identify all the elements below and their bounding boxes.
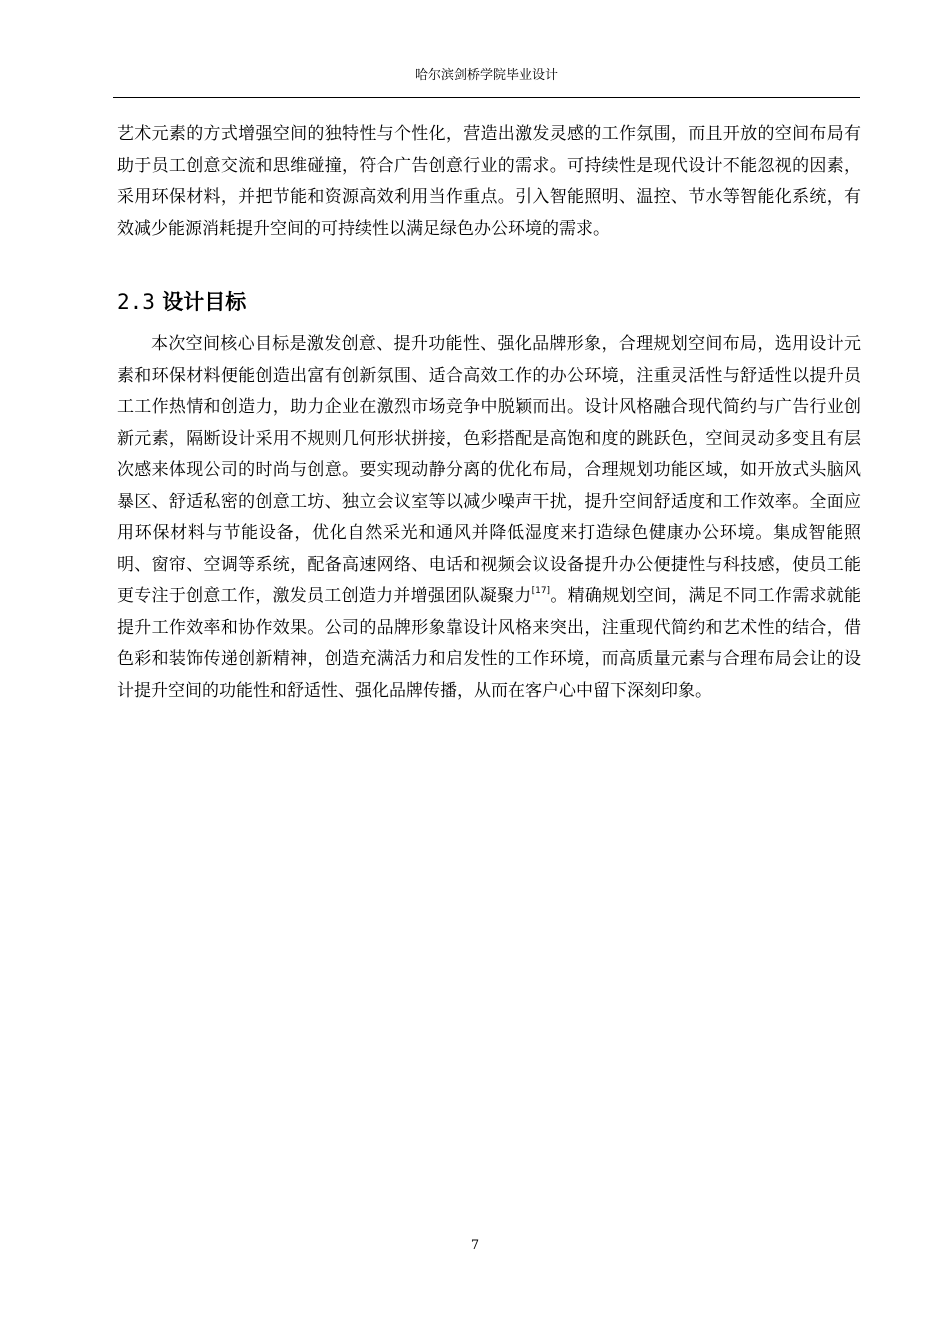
paragraph-text: 。精确规划空间，满足不同工作需求就能提升工作效率和协作效果。公司的品牌形象靠设计风格来突出，注重现代简约和艺术性的结合，借色彩和装饰传递创新精神，创造充满活力和启发性的工作环境，而高质量元素与合理布局会让的设计提升空间的功能性和舒适性、强化品牌传播，从而在客户心中留下深刻印象。 xyxy=(117,586,862,701)
section-title: 设计目标 xyxy=(162,290,247,314)
citation-reference: [17] xyxy=(531,586,551,596)
page-header: 哈尔滨剑桥学院毕业设计 xyxy=(414,68,558,83)
section-number: 2.3 xyxy=(117,290,155,314)
body-paragraph xyxy=(117,329,861,707)
section-heading xyxy=(117,282,246,322)
page-number: 7 xyxy=(470,1238,480,1253)
header-divider xyxy=(113,97,860,98)
paragraph-text: 本次空间核心目标是激发创意、提升功能性、强化品牌形象，合理规划空间布局，选用设计元素和环保材料便能创造出富有创新氛围、适合高效工作的办公环境，注重灵活性与舒适性以提升员工工作热情和创造力，助力企业在激烈市场竞争中脱颖而出。设计风格融合现代简约与广告行业创新元素，隔断设计采用不规则几何形状拼接，色彩搭配是高饱和度的跳跃色，空间灵动多变且有层次感来体现公司的时尚与创意。要实现动静分离的优化布局，合理规划功能区域，如开放式头脑风暴区、舒适私密的创意工坊、独立会议室等以减少噪声干扰，提升空间舒适度和工作效率。全面应用环保材料与节能设备，优化自然采光和通风并降低湿度来打造绿色健康办公环境。集成智能照明、窗帘、空调等系统，配备高速网络、电话和视频会议设备提升办公便捷性与科技感，使员工能更专注于创意工作，激发员工创造力并增强团队凝聚力 xyxy=(117,334,861,606)
body-paragraph: 艺术元素的方式增强空间的独特性与个性化，营造出激发灵感的工作氛围，而且开放的空间布局有助于员工创意交流和思维碰撞，符合广告创意行业的需求。可持续性是现代设计不能忽视的因素，采用环保材料，并把节能和资源高效利用当作重点。引入智能照明、温控、节水等智能化系统，有效减少能源消耗提升空间的可持续性以满足绿色办公环境的需求。 xyxy=(117,124,861,239)
